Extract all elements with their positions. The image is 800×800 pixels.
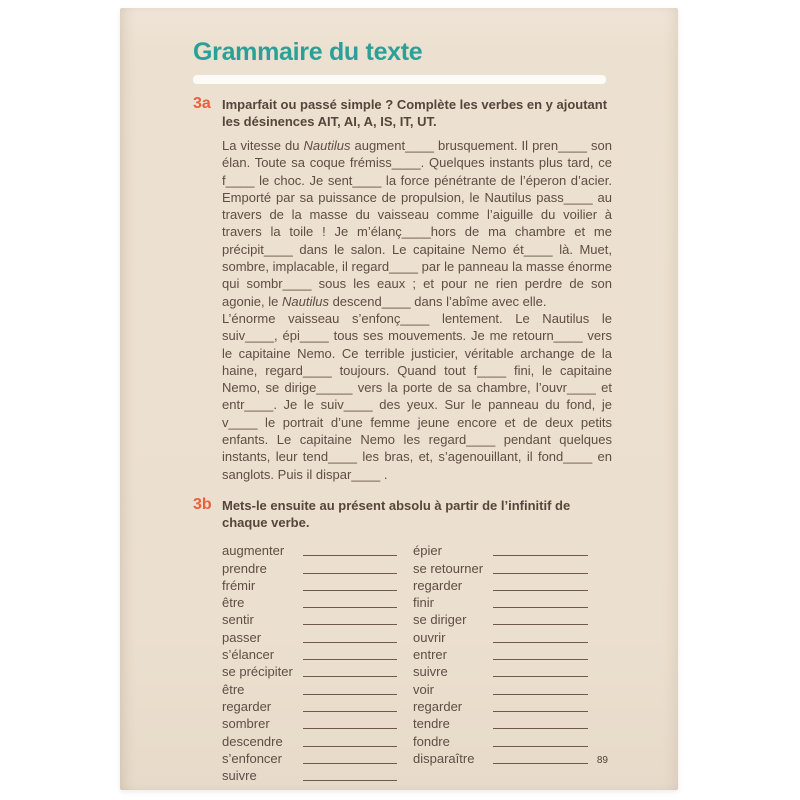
verb-infinitive-right: entrer [413, 647, 447, 663]
answer-blank-right [493, 664, 588, 677]
verb-row [222, 749, 590, 766]
answer-blank-left [303, 768, 397, 781]
italic-text: Nautilus [303, 138, 351, 153]
text-segment: L’énorme vaisseau s’enfonç____ lentement. Le Nautilus le suiv____, épi____ tous ses mouvements. Je me retourn____ vers le capitaine Nemo. Ce terrible justicier, véritable archange de la haine, regard____ toujours. Quand tout f____ fini, le capitaine Nemo, se dirige_____ vers la porte de sa chambre, l’ouvr____ et entr____. Je le suiv____ des yeux. Sur le panneau du fond, je v____ le portrait d’une femme jeune encore et de deux petits enfants. Le capitaine Nemo les regard____ pendant quelques instants, leur tend____ les bras, et, s’agenouillant, il fond____ en sanglots. Puis il dispar____ . [222, 310, 612, 482]
verb-row [222, 576, 590, 593]
verb-row [222, 593, 590, 610]
answer-blank-left [303, 699, 397, 712]
answer-blank-right [493, 630, 588, 643]
verb-row [222, 662, 590, 679]
answer-blank-left [303, 561, 397, 574]
exercise-3a-number: 3a [193, 95, 211, 112]
verb-infinitive-left: augmenter [222, 543, 285, 559]
answer-blank-right [493, 716, 588, 729]
verb-row [222, 714, 590, 731]
answer-blank-right [493, 699, 588, 712]
text-segment: La vitesse du [222, 138, 304, 153]
verb-row [222, 610, 590, 627]
verb-infinitive-right: tendre [413, 716, 450, 732]
verb-row [222, 645, 590, 662]
text-segment: augment____ brusquement. Il pren____ son élan. Toute sa coque frémiss____. Quelques instants plus tard, ce f____ le choc. Je sent____ la force pénétrante de l’éperon d’acier. Emporté par sa puissance de propulsion, le Nautilus pass____ au travers de la masse du vaisseau comme l’aiguille du voilier à travers la toile ! Je m’élanç____hors de ma chambre et me précipit____ dans le salon. Le capitaine Nemo ét____ là. Muet, sombre, implacable, il regard____ par le panneau la masse énorme qui sombr____ sous les eaux ; et pour ne rien perdre de son agonie, le [222, 138, 613, 309]
answer-blank-right [493, 734, 588, 747]
page-number: 89 [596, 755, 608, 766]
verb-infinitive-left: frémir [222, 577, 256, 593]
verb-infinitive-right: regarder [413, 577, 463, 593]
exercise-3b [120, 497, 678, 783]
verb-infinitive-right: épier [413, 543, 442, 559]
answer-blank-right [493, 751, 588, 764]
answer-blank-right [493, 543, 588, 556]
answer-blank-left [303, 612, 397, 625]
answer-blank-left [303, 595, 397, 608]
verb-infinitive-left: passer [222, 629, 262, 645]
answer-blank-left [303, 734, 397, 747]
exercise-3a [120, 96, 678, 483]
verb-infinitive-left: être [222, 681, 245, 697]
answer-blank-right [493, 612, 588, 625]
verb-infinitive-right: ouvrir [413, 629, 446, 645]
answer-blank-left [303, 543, 397, 556]
page-title: Grammaire du texte [193, 38, 423, 66]
verb-row [222, 766, 590, 783]
answer-blank-left [303, 751, 397, 764]
verb-infinitive-right: se diriger [413, 612, 467, 628]
verb-infinitive-left: regarder [222, 698, 272, 714]
title-underline-bar [193, 75, 606, 84]
answer-blank-right [493, 647, 588, 660]
verb-infinitive-left: s’élancer [222, 647, 275, 663]
answer-blank-left [303, 682, 397, 695]
verb-infinitive-right: suivre [413, 664, 448, 680]
verb-table [222, 541, 590, 783]
verb-row [222, 627, 590, 644]
passage-paragraph-1 [222, 137, 612, 310]
verb-infinitive-right: regarder [413, 698, 463, 714]
verb-row [222, 679, 590, 696]
verb-infinitive-right: disparaître [413, 750, 475, 766]
verb-row [222, 697, 590, 714]
answer-blank-left [303, 716, 397, 729]
verb-infinitive-right: fondre [413, 733, 450, 749]
answer-blank-right [493, 595, 588, 608]
italic-text: Nautilus [282, 293, 329, 309]
verb-row [222, 731, 590, 748]
answer-blank-left [303, 630, 397, 643]
answer-blank-right [493, 561, 588, 574]
verb-infinitive-left: sombrer [222, 716, 270, 732]
verb-infinitive-right: finir [413, 595, 434, 611]
answer-blank-right [493, 578, 588, 591]
verb-infinitive-left: se précipiter [222, 664, 293, 680]
verb-infinitive-left: suivre [222, 768, 257, 784]
answer-blank-left [303, 664, 397, 677]
text-segment: descend____ dans l’abîme avec elle. [328, 293, 547, 309]
passage-paragraph-2 [222, 310, 612, 483]
verb-row [222, 541, 590, 558]
answer-blank-left [303, 647, 397, 660]
verb-infinitive-right: se retourner [413, 560, 484, 576]
exercise-3b-number: 3b [193, 495, 212, 513]
verb-row [222, 558, 590, 575]
verb-infinitive-left: s’enfoncer [222, 750, 282, 766]
verb-infinitive-left: être [222, 595, 245, 611]
verb-infinitive-left: prendre [222, 560, 267, 576]
book-page [120, 8, 678, 790]
exercise-3b-instruction: Mets-le ensuite au présent absolu à partir de l’infinitif de chaque verbe. [222, 497, 571, 530]
verb-infinitive-left: descendre [222, 733, 283, 749]
reading-passage [222, 137, 612, 483]
answer-blank-right [493, 682, 588, 695]
exercise-3a-instruction: Imparfait ou passé simple ? Complète les verbes en y ajoutant les désinences AIT, AI, A, IS, IT, UT. [222, 97, 608, 129]
verb-infinitive-left: sentir [222, 612, 254, 628]
verb-infinitive-right: voir [413, 681, 434, 697]
answer-blank-left [303, 578, 397, 591]
